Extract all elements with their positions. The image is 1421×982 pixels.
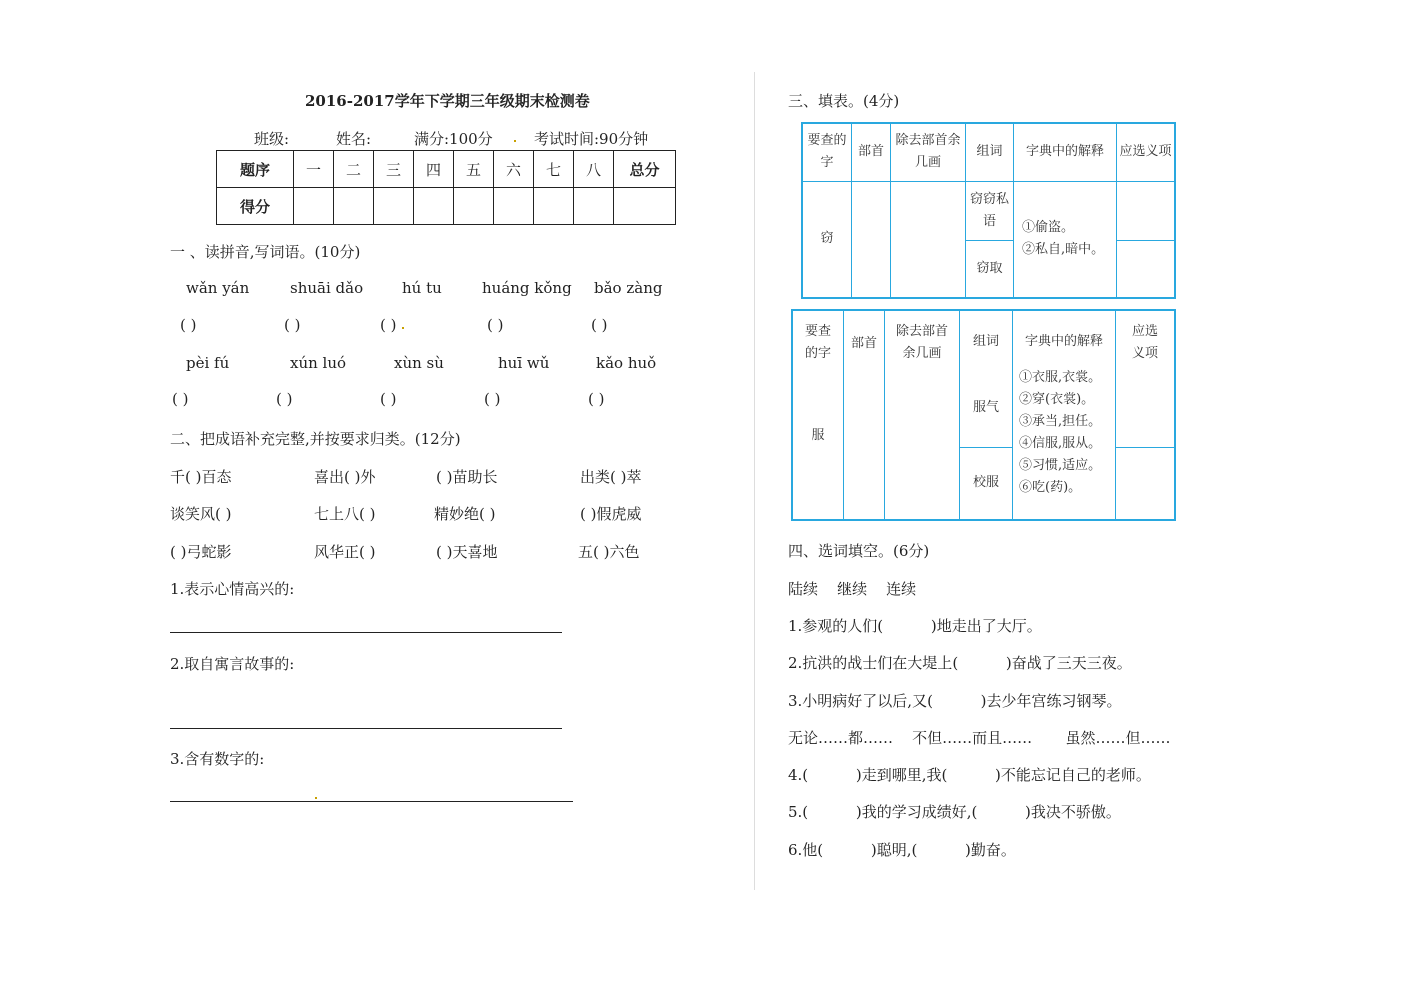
table-cell [1116,310,1176,447]
meaning-item: ①偷盗。 [1022,220,1075,236]
table-header [885,310,960,520]
section3-heading: 三、填表。(4分) [788,92,900,110]
table-cell: 四 [414,151,454,188]
table-header: 字典中的解释 [1014,123,1117,181]
meaning-item: ①衣服,衣裳。 [1019,370,1102,385]
table-header: 字典中的解释 [1024,334,1103,349]
idiom: 风华正( ) [314,543,376,561]
answer-line[interactable] [170,632,562,633]
idiom: 精妙绝( ) [434,505,496,523]
question: 2.抗洪的战士们在大堤上( )奋战了三天三夜。 [788,654,1132,672]
question: 1.表示心情高兴的: [170,580,295,598]
score-input-cell[interactable] [574,188,614,225]
dictionary-table-2 [791,309,1176,521]
meaning-cell [1014,181,1117,298]
table-header: 要查的字 [802,123,852,181]
question: 6.他( )聪明,( )勤奋。 [788,841,1016,859]
table-cell: 校服 [960,447,1013,520]
score-input-cell[interactable] [334,188,374,225]
score-input-cell[interactable] [294,188,334,225]
pinyin: huáng kǒng [482,279,572,297]
table-cell: 八 [574,151,614,188]
table-cell: 窃取 [966,240,1014,298]
word-choices: 陆续 继续 连续 [788,580,917,598]
idiom: 五( )六色 [578,543,640,561]
question: 2.取自寓言故事的: [170,655,295,673]
pinyin: shuāi dǎo [290,279,364,297]
name-label: 姓名: [336,130,372,148]
table-cell: 三 [374,151,414,188]
answer-cell[interactable] [1116,447,1176,520]
answer-blank[interactable]: ( ) [484,390,501,408]
table-cell: 窃窃私语 [966,181,1014,240]
answer-blank[interactable]: ( ) [380,316,397,334]
table-header: 应选义项 [1117,123,1176,181]
meaning-cell [1013,310,1116,520]
idiom: ( )苗助长 [436,468,498,486]
table-cell [792,310,844,520]
table-header: 除去部首余几画 [891,123,966,181]
exam-time-label: 考试时间:90分钟 [534,130,649,148]
pinyin: bǎo zàng [594,279,663,297]
answer-cell[interactable] [1117,181,1176,240]
score-input-cell[interactable] [494,188,534,225]
table-cell [960,310,1013,447]
ink-speck [315,797,317,799]
meaning-item: ②私自,暗中。 [1022,242,1105,258]
question: 3.小明病好了以后,又( )去少年宫练习钢琴。 [788,692,1122,710]
meaning-item: ⑤习惯,适应。 [1019,458,1102,473]
column-divider [754,72,755,890]
score-input-cell[interactable] [454,188,494,225]
section4-heading: 四、选词填空。(6分) [788,542,930,560]
table-cell: 题序 [217,151,294,188]
answer-cell[interactable] [852,181,891,298]
pinyin: pèi fú [186,354,230,372]
table-cell: 六 [494,151,534,188]
idiom: 出类( )萃 [580,468,642,486]
pinyin: xún luó [290,354,347,372]
meaning-item: ④信服,服从。 [1019,436,1102,451]
score-input-cell[interactable] [414,188,454,225]
meaning-item: ⑥吃(药)。 [1019,480,1082,495]
answer-blank[interactable]: ( ) [487,316,504,334]
question: 3.含有数字的: [170,750,265,768]
conjunction-choices: 无论……都…… 不但……而且…… 虽然……但…… [788,729,1171,747]
score-table [216,150,676,225]
question: 4.( )走到哪里,我( )不能忘记自己的老师。 [788,766,1151,784]
table-header: 应选义项 [1131,324,1158,361]
answer-blank[interactable]: ( ) [588,390,605,408]
full-score-label: 满分:100分 [414,130,493,148]
idiom: 千( )百态 [170,468,232,486]
pinyin: kǎo huǒ [596,354,657,372]
table-cell: 五 [454,151,494,188]
idiom: ( )天喜地 [436,543,498,561]
table-header: 组词 [966,123,1014,181]
idiom: 七上八( ) [314,505,376,523]
table-cell: 窃 [802,181,852,298]
ink-speck [514,140,516,142]
table-header: 要查的字 [804,324,831,361]
section2-heading: 二、把成语补充完整,并按要求归类。(12分) [170,430,461,448]
class-label: 班级: [254,130,290,148]
answer-line[interactable] [170,801,573,802]
answer-line[interactable] [170,728,562,729]
idiom: ( )假虎威 [580,505,642,523]
table-row [217,151,676,188]
score-input-cell[interactable] [374,188,414,225]
answer-blank[interactable]: ( ) [180,316,197,334]
meaning-item: ②穿(衣裳)。 [1019,392,1095,407]
answer-blank[interactable]: ( ) [380,390,397,408]
table-cell: 总分 [614,151,676,188]
meaning-item: ③承当,担任。 [1019,414,1102,429]
table-header: 部首 [844,310,885,520]
answer-blank[interactable]: ( ) [284,316,301,334]
answer-blank[interactable]: ( ) [172,390,189,408]
answer-cell[interactable] [891,181,966,298]
table-cell: 七 [534,151,574,188]
page-title: 2016-2017学年下学期三年级期末检测卷 [305,92,590,110]
score-input-cell[interactable] [534,188,574,225]
table-header: 部首 [852,123,891,181]
table-cell: 一 [294,151,334,188]
table-row [217,188,676,225]
pinyin: huī wǔ [498,354,550,372]
table-cell: 二 [334,151,374,188]
idiom: ( )弓蛇影 [170,543,232,561]
answer-blank[interactable]: ( ) [591,316,608,334]
pinyin: xùn sù [394,354,444,372]
table-cell: 服气 [972,400,999,415]
table-cell: 服 [811,428,825,443]
answer-blank[interactable]: ( ) [276,390,293,408]
pinyin: hú tu [402,279,442,297]
pinyin: wǎn yán [186,279,250,297]
question: 5.( )我的学习成绩好,( )我决不骄傲。 [788,803,1121,821]
table-cell: 得分 [217,188,294,225]
idiom: 喜出( )外 [314,468,376,486]
answer-cell[interactable] [1117,240,1176,298]
ink-speck [402,327,404,329]
table-header: 组词 [972,334,999,349]
section1-heading: 一 、读拼音,写词语。(10分) [170,243,361,261]
idiom: 谈笑风( ) [170,505,232,523]
score-input-cell[interactable] [614,188,676,225]
table-header: 除去部首余几画 [895,324,948,361]
dictionary-table-1 [801,122,1176,299]
question: 1.参观的人们( )地走出了大厅。 [788,617,1042,635]
